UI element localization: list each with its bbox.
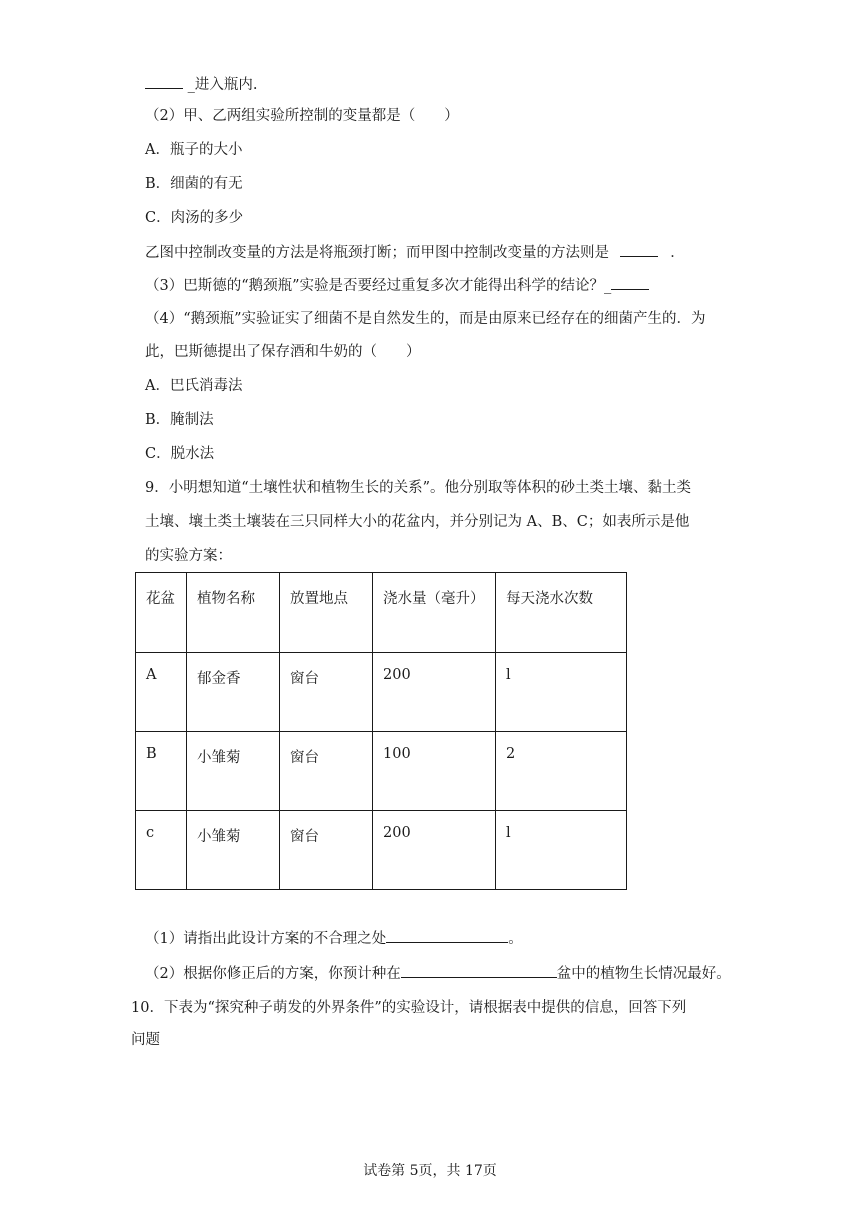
q8-answer-line: _进入瓶内. <box>145 74 257 95</box>
q8-part2-question: （2）甲、乙两组实验所控制的变量都是（ ） <box>145 108 459 124</box>
answer-blank <box>401 963 557 978</box>
table-cell: 小雏菊 <box>187 811 280 890</box>
experiment-table <box>135 572 627 890</box>
table-header-cell: 花盆 <box>136 573 187 653</box>
table-header-cell: 放置地点 <box>280 573 373 653</box>
table-cell: 2 <box>496 732 627 811</box>
table-header-cell: 植物名称 <box>187 573 280 653</box>
q8-part4-line2: 此，巴斯德提出了保存酒和牛奶的（ ） <box>145 344 421 360</box>
answer-blank <box>611 275 649 290</box>
table-cell: 200 <box>373 653 496 732</box>
table-cell: B <box>136 732 187 811</box>
q9-stem-line1: 9．小明想知道“土壤性状和植物生长的关系”。他分别取等体积的砂土类土壤、黏土类 <box>145 480 692 496</box>
q8-part4-option-b: B．腌制法 <box>145 412 214 428</box>
q8-part4-option-a: A．巴氏消毒法 <box>145 378 243 394</box>
q10-stem-line1: 10．下表为“探究种子萌发的外界条件”的实验设计，请根据表中提供的信息，回答下列 <box>131 1000 687 1016</box>
table-header-row <box>136 573 627 653</box>
table-row <box>136 811 627 890</box>
table-cell: l <box>496 811 627 890</box>
table-row <box>136 732 627 811</box>
table-cell: 200 <box>373 811 496 890</box>
answer-blank <box>145 74 183 89</box>
answer-blank <box>620 242 658 257</box>
q9-stem-line3: 的实验方案： <box>145 548 232 564</box>
q8-part2-option-c: C．肉汤的多少 <box>145 210 244 226</box>
table-cell: 窗台 <box>280 653 373 732</box>
table-cell: 郁金香 <box>187 653 280 732</box>
table-cell: c <box>136 811 187 890</box>
table-cell: 100 <box>373 732 496 811</box>
q8-part4-line1: （4）“鹅颈瓶”实验证实了细菌不是自然发生的，而是由原来已经存在的细菌产生的．为 <box>145 311 706 327</box>
q8-part2-option-a: A．瓶子的大小 <box>145 142 243 158</box>
answer-blank <box>386 928 508 943</box>
table-header-cell: 每天浇水次数 <box>496 573 627 653</box>
table-cell: 窗台 <box>280 732 373 811</box>
table-cell: 小雏菊 <box>187 732 280 811</box>
table-row <box>136 653 627 732</box>
q9-stem-line2: 土壤、壤土类土壤装在三只同样大小的花盆内，并分别记为 A、B、C；如表所示是他 <box>145 514 690 530</box>
table-cell: l <box>496 653 627 732</box>
table-cell: A <box>136 653 187 732</box>
table-cell: 窗台 <box>280 811 373 890</box>
q10-stem-line2: 问题 <box>131 1032 160 1048</box>
q8-part2-option-b: B．细菌的有无 <box>145 176 243 192</box>
table-header-cell: 浇水量（毫升） <box>373 573 496 653</box>
q9-part2: （2）根据你修正后的方案，你预计种在 盆中的植物生长情况最好。 <box>145 963 731 984</box>
page-footer: 试卷第 5页，共 17页 <box>363 1163 497 1179</box>
q9-part1: （1）请指出此设计方案的不合理之处 。 <box>145 928 523 949</box>
q8-control-sentence: 乙图中控制改变量的方法是将瓶颈打断；而甲图中控制改变量的方法则是 ． <box>145 242 685 263</box>
q8-part3-question: （3）巴斯德的“鹅颈瓶”实验是否要经过重复多次才能得出科学的结论？_ <box>145 275 649 296</box>
q8-part4-option-c: C．脱水法 <box>145 446 215 462</box>
